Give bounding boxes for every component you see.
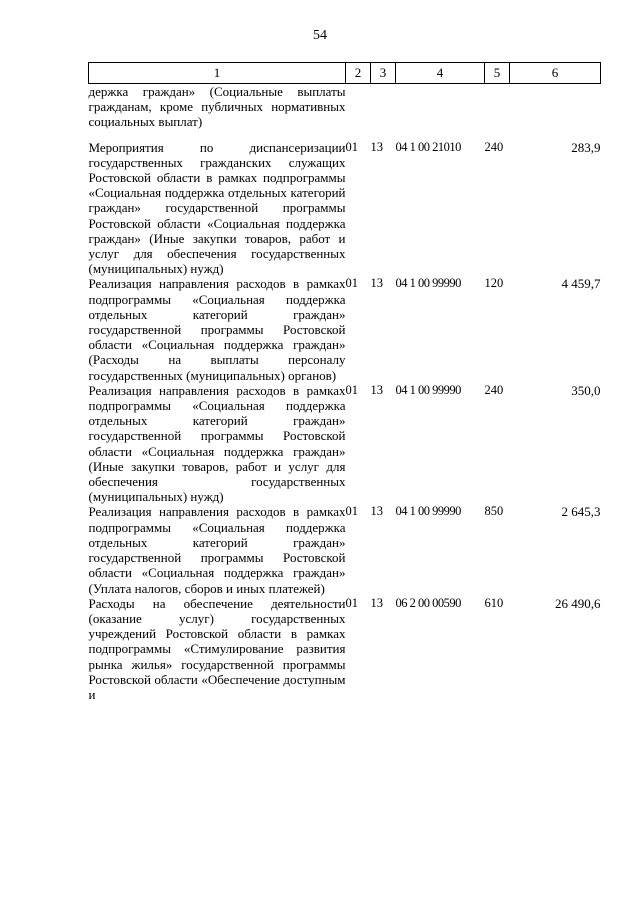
row-ministry: 01 xyxy=(345,276,358,291)
row-description: Мероприятия по диспансеризации государственных гражданских служащих Ростовской области в рамках подпрограммы «Социальная поддержка отдельных категорий граждан» государственной программы Ростовской области «Социальная поддержка граждан» (Иные закупки товаров, работ и услуг для обеспечения государственных (муниципальных) нужд) xyxy=(88,139,346,277)
header-col-4: 4 xyxy=(396,63,485,84)
row-ministry: 01 xyxy=(345,504,358,519)
row-target xyxy=(396,84,485,140)
header-col-2: 2 xyxy=(346,63,371,84)
row-expense-type: 120 xyxy=(484,276,504,291)
header-col-5: 5 xyxy=(485,63,510,84)
page-number: 54 xyxy=(313,28,327,43)
row-amount: 26 490,6 xyxy=(555,595,601,611)
row-amount: 350,0 xyxy=(571,382,601,398)
header-col-3: 3 xyxy=(371,63,396,84)
row-amount: 283,9 xyxy=(571,139,601,155)
row-ministry: 01 xyxy=(345,382,358,397)
row-section: 13 xyxy=(370,276,383,291)
row-description: Реализация направления расходов в рамках подпрограммы «Социальная поддержка отдельных категорий граждан» государственной программы Ростовской области «Социальная поддержка граждан» (Уплата налогов, сборов и иных платежей) xyxy=(88,504,346,596)
row-section: 13 xyxy=(370,595,383,610)
row-section: 13 xyxy=(370,139,383,154)
row-target: 04 1 00 99990 xyxy=(395,504,461,519)
row-ministry xyxy=(346,84,371,140)
table-row xyxy=(89,383,601,505)
row-expense-type: 610 xyxy=(484,595,504,610)
row-expense-type: 850 xyxy=(484,504,504,519)
row-amount: 2 645,3 xyxy=(561,504,601,520)
row-expense-type: 240 xyxy=(484,139,504,154)
row-ministry: 01 xyxy=(345,595,358,610)
header-col-6: 6 xyxy=(510,63,601,84)
header-col-1: 1 xyxy=(89,63,346,84)
table-row xyxy=(89,140,601,277)
budget-table xyxy=(88,62,601,702)
row-target: 04 1 00 21010 xyxy=(395,139,461,154)
row-section: 13 xyxy=(370,504,383,519)
row-target: 06 2 00 00590 xyxy=(395,595,461,610)
row-expense-type xyxy=(485,84,510,140)
row-description: держка граждан» (Социальные выплаты гражданам, кроме публичных нормативных социальных выплат) xyxy=(88,84,346,130)
row-expense-type: 240 xyxy=(484,382,504,397)
row-target: 04 1 00 99990 xyxy=(395,382,461,397)
table-header-row xyxy=(89,63,601,84)
row-description: Расходы на обеспечение деятельности (оказание услуг) государственных учреждений Ростовской области в рамках подпрограммы «Стимулирование развития рынка жилья» государственной программы Ростовской области «Обеспечение доступным и xyxy=(88,595,346,702)
row-section: 13 xyxy=(370,382,383,397)
row-description: Реализация направления расходов в рамках подпрограммы «Социальная поддержка отдельных категорий граждан» государственной программы Ростовской области «Социальная поддержка граждан» (Иные закупки товаров, работ и услуг для обеспечения государственных (муниципальных) нужд) xyxy=(88,382,346,505)
row-target: 04 1 00 99990 xyxy=(395,276,461,291)
table-row xyxy=(89,596,601,702)
row-amount xyxy=(510,84,601,140)
row-amount: 4 459,7 xyxy=(561,276,601,292)
row-ministry: 01 xyxy=(345,139,358,154)
table-row xyxy=(89,504,601,595)
table-row xyxy=(89,84,601,140)
table-row xyxy=(89,276,601,382)
row-description: Реализация направления расходов в рамках подпрограммы «Социальная поддержка отдельных категорий граждан» государственной программы Ростовской области «Социальная поддержка граждан» (Расходы на выплаты персоналу государственных (муниципальных) органов) xyxy=(88,276,346,383)
row-section xyxy=(371,84,396,140)
